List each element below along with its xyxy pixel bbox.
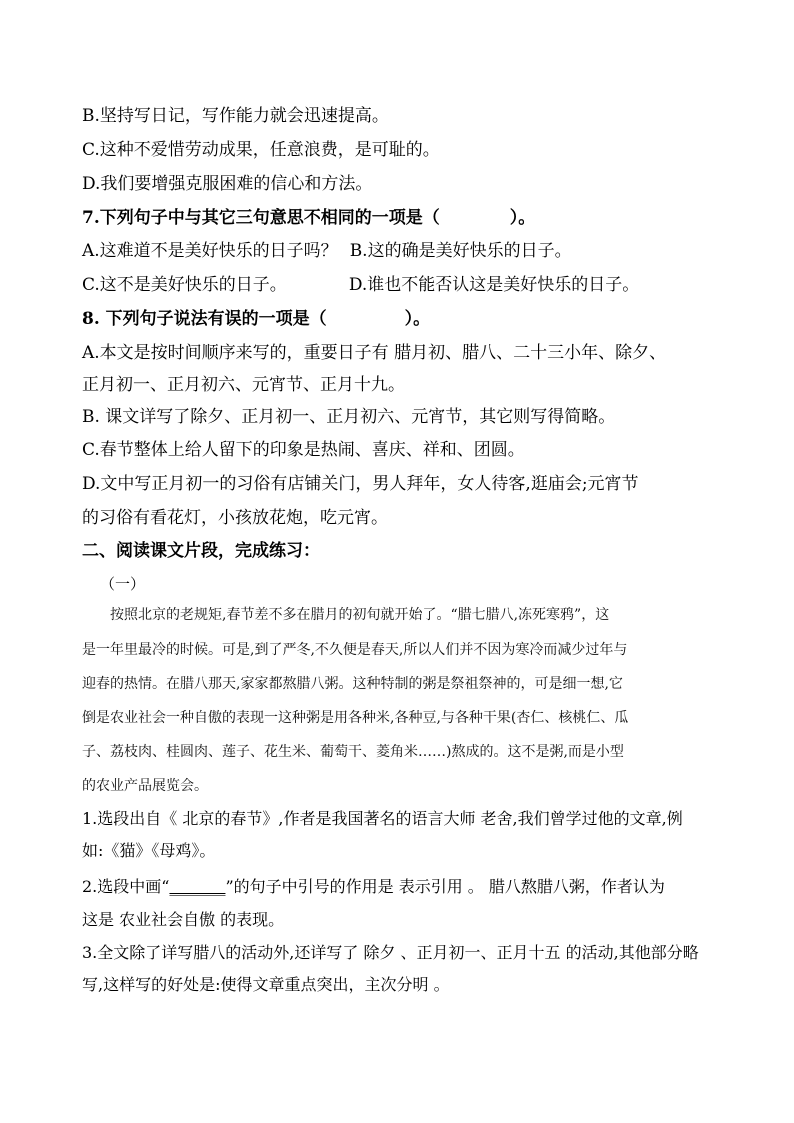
q6-option-b: B.坚持写日记，写作能力就会迅速提高。 xyxy=(82,106,389,126)
q8-stem-end: ）。 xyxy=(404,309,431,329)
q2-text-end: ”的句子中引号的作用是 表示引用 。 腊八熬腊八粥，作者认为 xyxy=(225,877,665,896)
q7-options-cd xyxy=(82,274,639,296)
q6-option-d: D.我们要增强克服困难的信心和方法。 xyxy=(82,174,373,194)
section2-part-label: （一） xyxy=(100,575,146,593)
q6-option-c: C.这种不爱惜劳动成果，任意浪费，是可耻的。 xyxy=(82,140,440,160)
q8-option-a-line1: A.本文是按时间顺序来写的，重要日子有 腊月初、腊八、二十三小年、除夕、 xyxy=(82,343,667,363)
q2-text-start: 2.选段中画“ xyxy=(82,877,170,896)
q7-option-c: C.这不是美好快乐的日子。 xyxy=(82,275,287,295)
q8-option-b: B. 课文详写了除夕、正月初一、正月初六、元宵节，其它则写得简略。 xyxy=(82,407,616,427)
q7-stem xyxy=(82,207,535,229)
passage-line: 迎春的热情。在腊八那天,家家都熬腊八粥。这种特制的粥是祭祖祭神的，可是细一想,它 xyxy=(82,676,623,692)
passage-line: 按照北京的老规矩,春节差不多在腊月的初旬就开始了。“腊七腊八,冻死寒鸦”，这 xyxy=(82,607,610,623)
q7-options-ab xyxy=(82,240,572,262)
passage-line: 是一年里最冷的时候。可是,到了严冬,不久便是春天,所以人们并不因为寒冷而减少过年与 xyxy=(82,642,628,658)
q8-option-d-line2: 的习俗有看花灯，小孩放花炮，吃元宵。 xyxy=(82,508,388,528)
q2-underline-blank: _______ xyxy=(169,877,226,896)
q8-stem-text: 8. 下列句子说法有误的一项是（ xyxy=(82,309,327,329)
q8-option-a-line2: 正月初一、正月初六、元宵节、正月十九。 xyxy=(82,375,405,395)
passage-line: 子、荔枝肉、桂圆肉、莲子、花生米、葡萄干、菱角米……)熬成的。这不是粥,而是小型 xyxy=(82,744,624,760)
q2-line1 xyxy=(82,876,665,898)
passage-line: 的农业产品展览会。 xyxy=(82,778,208,794)
q2-line2: 这是 农业社会自傲 的表现。 xyxy=(82,910,285,929)
q7-option-a: A.这难道不是美好快乐的日子吗？ xyxy=(82,241,338,261)
passage-line: 倒是农业社会一种自傲的表现一这种粥是用各种米,各种豆,与各种干果(杏仁、核桃仁、瓜 xyxy=(82,710,629,726)
q8-stem xyxy=(82,308,430,330)
q7-stem-text: 7.下列句子中与其它三句意思不相同的一项是（ xyxy=(82,208,440,228)
section2-heading: 二、阅读课文片段，完成练习： xyxy=(82,541,320,561)
q7-option-d: D.谁也不能否认这是美好快乐的日子。 xyxy=(348,275,640,295)
q8-option-d-line1: D.文中写正月初一的习俗有店铺关门，男人拜年，女人待客,逛庙会;元宵节 xyxy=(82,474,639,494)
q1-line2: 如:《猫》《母鸡》。 xyxy=(82,841,216,860)
q3-line1: 3.全文除了详写腊八的活动外,还详写了 除夕 、正月初一、正月十五 的活动,其他部分略 xyxy=(82,943,699,962)
q8-option-c: C.春节整体上给人留下的印象是热闹、喜庆、祥和、团圆。 xyxy=(82,440,525,460)
q3-line2: 写,这样写的好处是:使得文章重点突出，主次分明 。 xyxy=(82,975,450,994)
q7-option-b: B.这的确是美好快乐的日子。 xyxy=(349,241,572,261)
q1-line1: 1.选段出自《 北京的春节》,作者是我国著名的语言大师 老舍,我们曾学过他的文章,例 xyxy=(82,809,683,828)
q7-stem-end: ）。 xyxy=(509,208,536,228)
